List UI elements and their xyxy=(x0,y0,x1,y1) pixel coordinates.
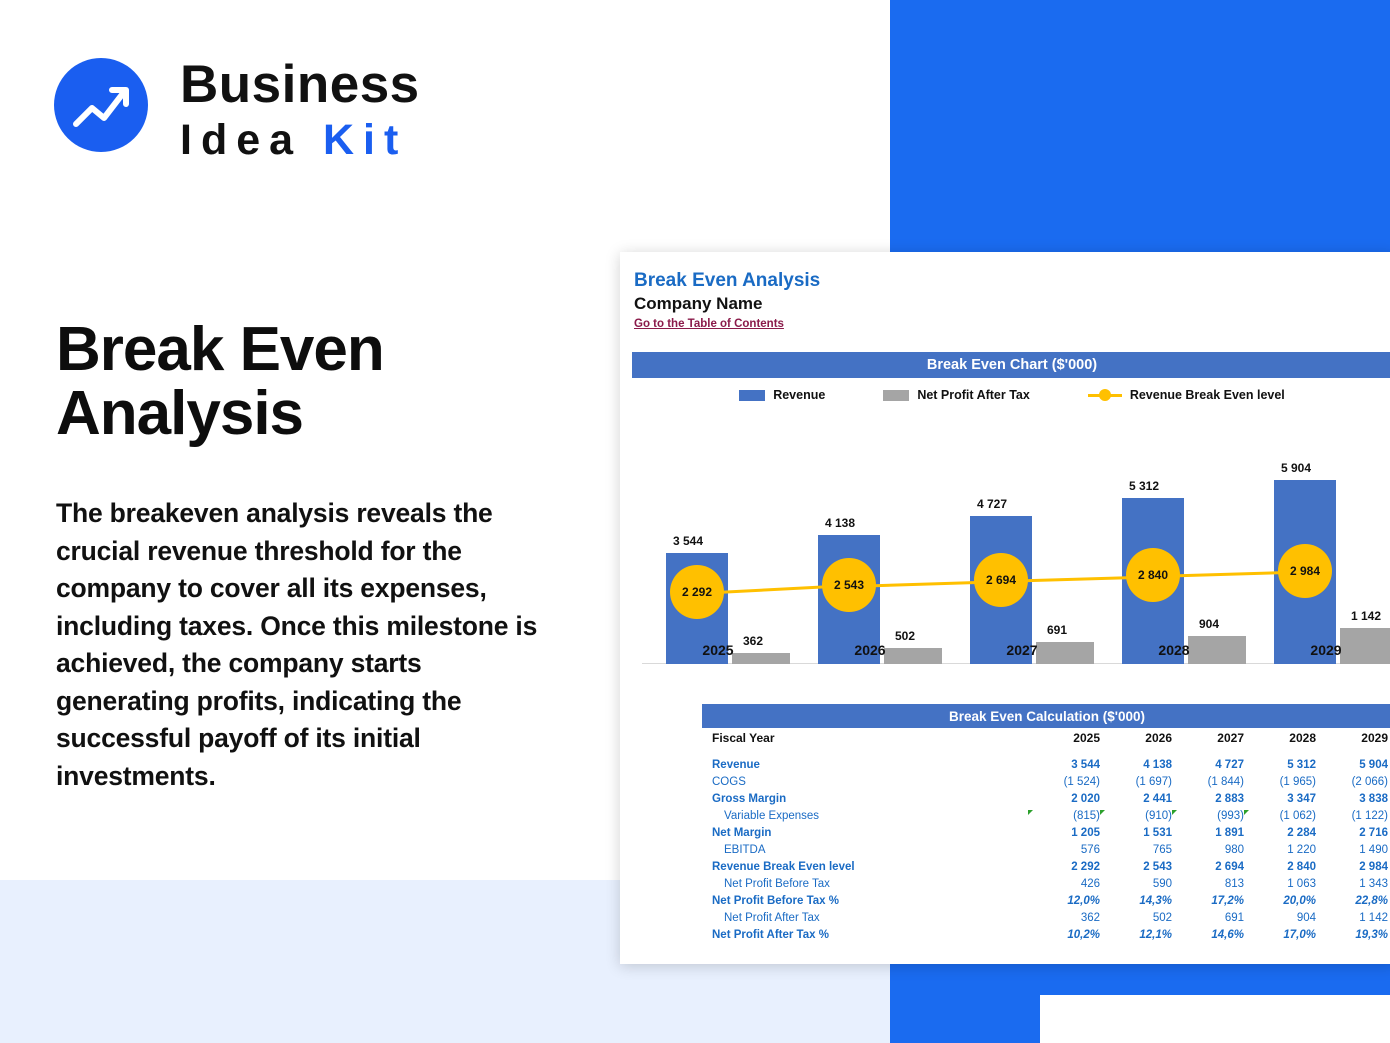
table-row xyxy=(702,875,1390,892)
table-body xyxy=(702,756,1390,943)
table-row xyxy=(702,926,1390,943)
table-cell: (1 965) xyxy=(1279,775,1316,788)
table-cell: 590 xyxy=(1152,877,1172,890)
table-cell: 5 904 xyxy=(1359,758,1388,771)
bar-label-npat-2028: 904 xyxy=(1196,616,1222,632)
description-paragraph: The breakeven analysis reveals the crucial revenue threshold for the company to cover all its expenses, including taxes. Once this milestone is achieved, the company starts generating profits, indicating the successful payoff of its initial investments. xyxy=(56,498,538,791)
legend-swatch-npat xyxy=(883,390,909,401)
table-cell: 691 xyxy=(1224,911,1244,924)
table-cell: (1 844) xyxy=(1207,775,1244,788)
table-row-label: Net Profit Before Tax % xyxy=(712,894,839,907)
table-cell: 17,2% xyxy=(1211,894,1244,907)
table-cell: (1 062) xyxy=(1248,807,1320,824)
table-cell: 5 312 xyxy=(1287,758,1316,771)
logo-line-kit: Kit xyxy=(323,116,408,164)
table-cell: 1 531 xyxy=(1143,826,1172,839)
table-cell: 4 727 xyxy=(1215,758,1244,771)
table-row xyxy=(702,773,1390,790)
table-cell: 1 891 xyxy=(1215,826,1244,839)
table-cell: 19,3% xyxy=(1355,928,1388,941)
table-header-fiscal-year: Fiscal Year xyxy=(712,730,775,745)
background-block-white-corner xyxy=(1040,995,1390,1043)
breakeven-marker-2029: 2 984 xyxy=(1278,544,1332,598)
table-cell: 4 138 xyxy=(1143,758,1172,771)
spreadsheet-card xyxy=(620,252,1390,964)
legend-item-revenue xyxy=(739,388,825,402)
table-spacer-row xyxy=(702,747,1390,756)
table-cell: 1 490 xyxy=(1359,843,1388,856)
table-row-label: Net Margin xyxy=(712,826,772,839)
table-cell: 2 292 xyxy=(1071,860,1100,873)
table-row xyxy=(702,790,1390,807)
x-axis-label-2026: 2026 xyxy=(854,642,886,658)
table-cell: 362 xyxy=(1080,911,1100,924)
table-cell: 2 284 xyxy=(1287,826,1316,839)
bar-label-revenue-2025: 3 544 xyxy=(670,533,706,549)
table-header-year-2025: 2025 xyxy=(1073,730,1100,745)
table-title-band: Break Even Calculation ($'000) xyxy=(702,704,1390,728)
table-cell: 765 xyxy=(1152,843,1172,856)
logo-growth-icon xyxy=(54,58,148,152)
table-cell: 2 441 xyxy=(1143,792,1172,805)
chart-plot-area xyxy=(632,412,1390,704)
bar-label-revenue-2027: 4 727 xyxy=(974,496,1010,512)
bar-label-revenue-2029: 5 904 xyxy=(1278,460,1314,476)
table-row-label: Net Profit Before Tax xyxy=(724,877,830,890)
legend-item-breakeven xyxy=(1088,388,1285,402)
legend-swatch-revenue xyxy=(739,390,765,401)
table-cell: (815) xyxy=(1032,807,1104,824)
table-cell: 3 347 xyxy=(1287,792,1316,805)
table-cell: 12,1% xyxy=(1139,928,1172,941)
table-cell: 12,0% xyxy=(1067,894,1100,907)
table-row xyxy=(702,858,1390,875)
bar-label-npat-2025: 362 xyxy=(740,633,766,649)
table-cell: 22,8% xyxy=(1355,894,1388,907)
breakeven-marker-2026: 2 543 xyxy=(822,558,876,612)
bar-label-revenue-2028: 5 312 xyxy=(1126,478,1162,494)
table-cell: 980 xyxy=(1224,843,1244,856)
legend-item-npat xyxy=(883,388,1030,402)
table-cell: 1 220 xyxy=(1287,843,1316,856)
table-cell: 1 343 xyxy=(1359,877,1388,890)
legend-label-npat: Net Profit After Tax xyxy=(917,388,1030,402)
table-cell: (910) xyxy=(1104,807,1176,824)
table-row-label: Revenue xyxy=(712,758,760,771)
table-header-row xyxy=(702,728,1390,747)
table-of-contents-link[interactable]: Go to the Table of Contents xyxy=(634,318,784,330)
table-cell: (2 066) xyxy=(1351,775,1388,788)
table-cell: 17,0% xyxy=(1283,928,1316,941)
table-row xyxy=(702,841,1390,858)
logo-line-idea: Idea xyxy=(180,116,303,164)
bar-label-npat-2026: 502 xyxy=(892,628,918,644)
table-cell: (1 524) xyxy=(1063,775,1100,788)
table-header-year-2027: 2027 xyxy=(1217,730,1244,745)
table-row-label: Net Profit After Tax xyxy=(724,911,820,924)
break-even-table xyxy=(702,728,1390,943)
table-row-label: Gross Margin xyxy=(712,792,787,805)
chart-legend xyxy=(632,384,1390,406)
x-axis-label-2025: 2025 xyxy=(702,642,734,658)
table-cell: 813 xyxy=(1224,877,1244,890)
page-title: Break Even Analysis xyxy=(56,315,384,448)
table-cell: 14,6% xyxy=(1211,928,1244,941)
table-header-year-2028: 2028 xyxy=(1289,730,1316,745)
table-row-label: Net Profit After Tax % xyxy=(712,928,829,941)
table-cell: 2 984 xyxy=(1359,860,1388,873)
table-row xyxy=(702,892,1390,909)
table-cell: 2 020 xyxy=(1071,792,1100,805)
x-axis-label-2027: 2027 xyxy=(1006,642,1038,658)
table-cell: 2 840 xyxy=(1287,860,1316,873)
table-cell: 502 xyxy=(1152,911,1172,924)
breakeven-marker-2027: 2 694 xyxy=(974,553,1028,607)
sheet-title: Break Even Analysis xyxy=(634,270,821,291)
table-cell: 1 063 xyxy=(1287,877,1316,890)
table-cell: 3 838 xyxy=(1359,792,1388,805)
table-row-label: COGS xyxy=(712,775,746,788)
legend-swatch-breakeven xyxy=(1088,394,1122,397)
logo-line-business: Business xyxy=(180,55,420,114)
table-cell: 2 716 xyxy=(1359,826,1388,839)
table-cell: (993) xyxy=(1176,807,1248,824)
x-axis-label-2028: 2028 xyxy=(1158,642,1190,658)
table-cell: 1 142 xyxy=(1359,911,1388,924)
table-row xyxy=(702,909,1390,926)
table-cell: 10,2% xyxy=(1067,928,1100,941)
table-row xyxy=(702,824,1390,841)
sheet-company-name: Company Name xyxy=(634,294,763,313)
table-cell: 14,3% xyxy=(1139,894,1172,907)
table-cell: 576 xyxy=(1080,843,1100,856)
table-header-year-2026: 2026 xyxy=(1145,730,1172,745)
chart-title-band: Break Even Chart ($'000) xyxy=(632,352,1390,378)
table-cell: 20,0% xyxy=(1283,894,1316,907)
background-block-top-right xyxy=(890,0,1390,252)
x-axis-label-2029: 2029 xyxy=(1310,642,1342,658)
table-cell: 2 543 xyxy=(1143,860,1172,873)
table-cell: 3 544 xyxy=(1071,758,1100,771)
legend-label-revenue: Revenue xyxy=(773,388,826,402)
table-row-label: Revenue Break Even level xyxy=(712,860,855,873)
legend-label-breakeven: Revenue Break Even level xyxy=(1129,388,1285,402)
breakeven-marker-2025: 2 292 xyxy=(670,565,724,619)
table-row xyxy=(702,756,1390,773)
bar-label-npat-2029: 1 142 xyxy=(1348,608,1384,624)
table-cell: 426 xyxy=(1080,877,1100,890)
table-cell: (1 697) xyxy=(1135,775,1172,788)
bar-label-npat-2027: 691 xyxy=(1044,622,1070,638)
logo xyxy=(54,52,454,162)
table-row-label: Variable Expenses xyxy=(724,809,820,822)
table-cell: 2 694 xyxy=(1215,860,1244,873)
table-row xyxy=(702,807,1390,824)
break-even-chart xyxy=(632,378,1390,704)
table-cell: 1 205 xyxy=(1071,826,1100,839)
table-row-label: EBITDA xyxy=(724,843,766,856)
table-cell: 2 883 xyxy=(1215,792,1244,805)
table-cell: (1 122) xyxy=(1351,809,1388,822)
breakeven-marker-2028: 2 840 xyxy=(1126,548,1180,602)
bar-label-revenue-2026: 4 138 xyxy=(822,515,858,531)
table-header-year-2029: 2029 xyxy=(1361,730,1388,745)
table-cell: 904 xyxy=(1296,911,1316,924)
